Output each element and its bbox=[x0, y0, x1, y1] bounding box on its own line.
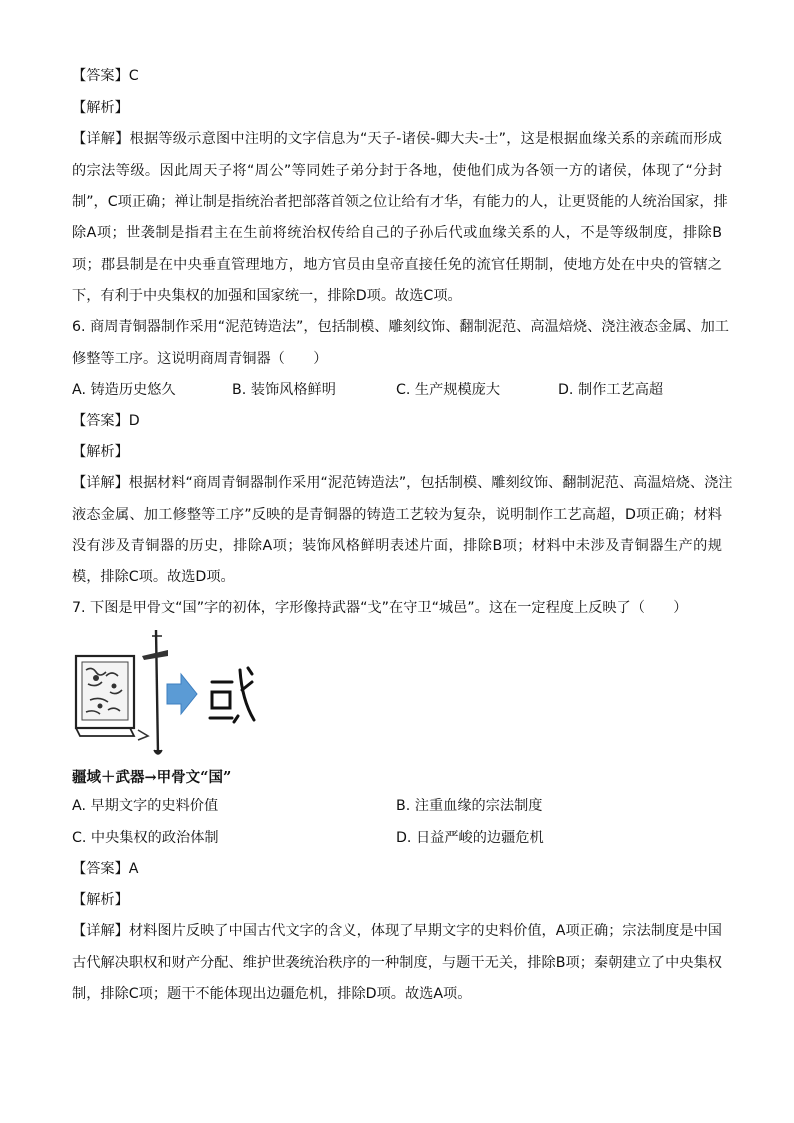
q5-answer: 【答案】C bbox=[72, 68, 139, 84]
q7-detail-line: 制，排除C项；题干不能体现出边疆危机，排除D项。故选A项。 bbox=[72, 986, 472, 1002]
right-arrow-icon bbox=[167, 674, 197, 714]
q6-detail-line: 模，排除C项。故选D项。 bbox=[72, 569, 235, 585]
q7-option-b: B. 注重血缘的宗法制度 bbox=[396, 798, 543, 814]
q6-stem-line: 修整等工序。这说明商周青铜器（ ） bbox=[72, 351, 328, 367]
oracle-bone-guo-figure bbox=[72, 626, 262, 764]
q5-detail-line: 项；郡县制是在中央垂直管理地方，地方官员由皇帝直接任免的流官任期制，使地方处在中央的管辖之 bbox=[72, 257, 722, 273]
q6-analysis-label: 【解析】 bbox=[72, 444, 129, 460]
q6-detail-line: 没有涉及青铜器的历史，排除A项；装饰风格鲜明表述片面，排除B项；材料中未涉及青铜器生产的规 bbox=[72, 538, 722, 554]
q5-detail-line: 的宗法等级。因此周天子将“周公”等同姓子弟分封于各地，使他们成为各领一方的诸侯，体现了“分封 bbox=[72, 163, 722, 179]
q7-option-a: A. 早期文字的史料价值 bbox=[72, 798, 219, 814]
q5-detail-line: 【详解】根据等级示意图中注明的文字信息为“天子-诸侯-卿大夫-士”，这是根据血缘关系的亲疏而形成 bbox=[72, 131, 722, 147]
q7-option-c: C. 中央集权的政治体制 bbox=[72, 830, 219, 846]
q7-detail-line: 【详解】材料图片反映了中国古代文字的含义，体现了早期文字的史料价值，A项正确；宗法制度是中国 bbox=[72, 923, 722, 939]
q6-detail-line: 液态金属、加工修整等工序”反映的是青铜器的铸造工艺较为复杂，说明制作工艺高超，D项正确；材料 bbox=[72, 507, 722, 523]
oracle-bone-glyph-guo bbox=[210, 668, 254, 722]
q6-answer: 【答案】D bbox=[72, 413, 140, 429]
q6-option-d: D. 制作工艺高超 bbox=[558, 382, 664, 398]
q6-option-a: A. 铸造历史悠久 bbox=[72, 382, 176, 398]
q5-detail-line: 除A项；世袭制是指君主在生前将统治权传给自己的子孙后代或血缘关系的人，不是等级制度，排除B bbox=[72, 225, 722, 241]
q6-option-b: B. 装饰风格鲜明 bbox=[232, 382, 336, 398]
q7-stem: 7. 下图是甲骨文“国”字的初体，字形像持武器“戈”在守卫“城邑”。这在一定程度上反映了（ ） bbox=[72, 600, 688, 616]
q7-option-d: D. 日益严峻的边疆危机 bbox=[396, 830, 544, 846]
q7-answer: 【答案】A bbox=[72, 861, 139, 877]
q6-stem-line: 6. 商周青铜器制作采用“泥范铸造法”，包括制模、雕刻纹饰、翻制泥范、高温焙烧、浇注液态金属、加工 bbox=[72, 319, 729, 335]
city-wall-illustration bbox=[76, 656, 134, 736]
q6-detail-line: 【详解】根据材料“商周青铜器制作采用“泥范铸造法”，包括制模、雕刻纹饰、翻制泥范、高温焙烧、浇注 bbox=[72, 475, 733, 491]
q6-option-c: C. 生产规模庞大 bbox=[396, 382, 501, 398]
q5-analysis-label: 【解析】 bbox=[72, 100, 129, 116]
figure-caption: 疆域＋武器→甲骨文“国” bbox=[72, 769, 232, 786]
q7-analysis-label: 【解析】 bbox=[72, 892, 129, 908]
q5-detail-line: 下，有利于中央集权的加强和国家统一，排除D项。故选C项。 bbox=[72, 288, 462, 304]
q7-detail-line: 古代解决职权和财产分配、维护世袭统治秩序的一种制度，与题干无关，排除B项；秦朝建立了中央集权 bbox=[72, 955, 722, 971]
q5-detail-line: 制”，C项正确；禅让制是指统治者把部落首领之位让给有才华，有能力的人，让更贤能的人统治国家，排 bbox=[72, 194, 728, 210]
ge-weapon-illustration bbox=[138, 630, 168, 754]
